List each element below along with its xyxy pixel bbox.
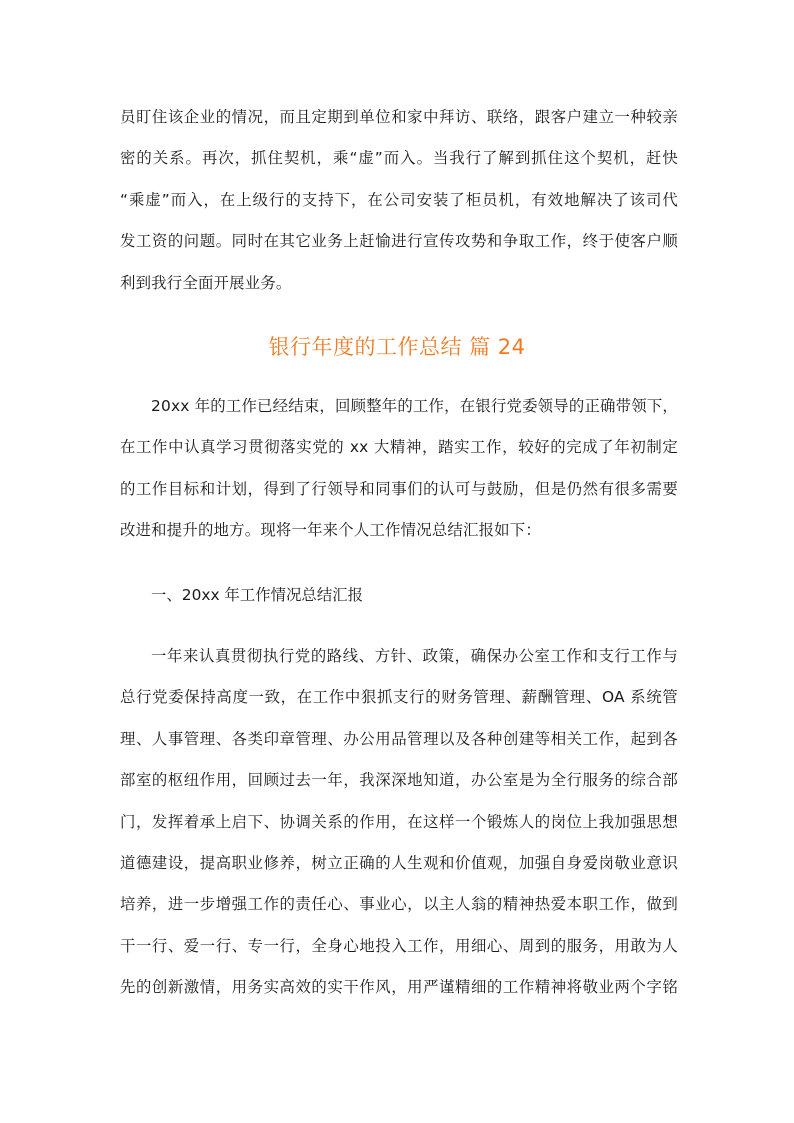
text-line: “乘虚”而入，在上级行的支持下，在公司安装了柜员机，有效地解决了该司代 xyxy=(120,190,678,209)
text-line: 道德建设，提高职业修养，树立正确的人生观和价值观，加强自身爱岗敬业意识 xyxy=(120,853,678,872)
text-line: 总行党委保持高度一致，在工作中狠抓支行的财务管理、薪酬管理、OA 系统管 xyxy=(120,688,678,707)
text-line: 改进和提升的地方。现将一年来个人工作情况总结汇报如下： xyxy=(120,521,541,540)
intro-paragraph xyxy=(120,386,678,552)
text-line: 门，发挥着承上启下、协调关系的作用，在这样一个锻炼人的岗位上我加强思想 xyxy=(120,812,678,831)
text-line: 密的关系。再次，抓住契机，乘“虚”而入。当我行了解到抓住这个契机，赶快 xyxy=(120,149,678,168)
text-line: 理、人事管理、各类印章管理、办公用品管理以及各种创建等相关工作，起到各 xyxy=(120,729,678,748)
section-heading: 银行年度的工作总结 篇 24 xyxy=(268,335,526,359)
text-line: 先的创新激情，用务实高效的实干作风，用严谨精细的工作精神将敬业两个字铭 xyxy=(120,978,678,997)
body-paragraph xyxy=(120,636,678,1009)
text-line: 干一行、爱一行、专一行，全身心地投入工作，用细心、周到的服务，用敢为人 xyxy=(120,936,678,955)
text-line: 员盯住该企业的情况，而且定期到单位和家中拜访、联络，跟客户建立一种较亲 xyxy=(120,108,678,126)
text-line: 在工作中认真学习贯彻落实党的 xx 大精神，踏实工作，较好的完成了年初制定 xyxy=(120,438,678,457)
text-line: 培养，进一步增强工作的责任心、事业心，以主人翁的精神热爱本职工作，做到 xyxy=(120,895,678,914)
text-line: 一年来认真贯彻执行党的路线、方针、政策，确保办公室工作和支行工作与 xyxy=(151,647,678,665)
text-line: 发工资的问题。同时在其它业务上赶愉进行宣传攻势和争取工作，终于使客户顺 xyxy=(120,232,678,251)
text-line: 利到我行全面开展业务。 xyxy=(120,273,292,292)
subsection-title: 一、20xx 年工作情况总结汇报 xyxy=(151,586,363,604)
previous-paragraph xyxy=(120,97,678,304)
text-line: 20xx 年的工作已经结束，回顾整年的工作，在银行党委领导的正确带领下， xyxy=(151,397,678,415)
text-line: 的工作目标和计划，得到了行领导和同事们的认可与鼓励，但是仍然有很多需要 xyxy=(120,479,678,498)
text-line: 部室的枢纽作用，回顾过去一年，我深深地知道，办公室是为全行服务的综合部 xyxy=(120,771,678,790)
